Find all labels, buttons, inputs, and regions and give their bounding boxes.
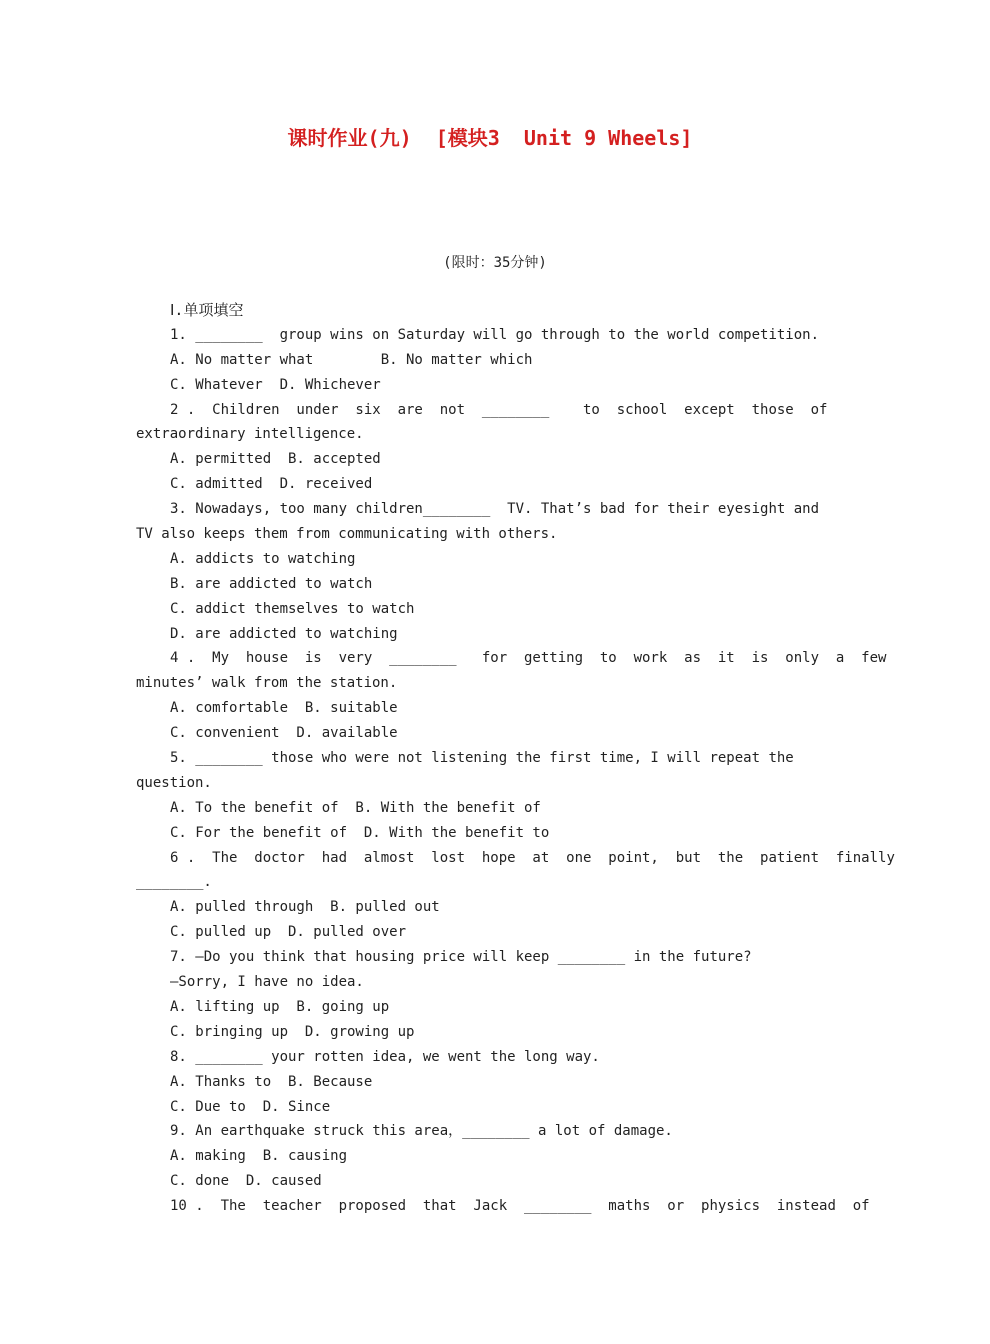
question-6-continued: ________. bbox=[136, 874, 212, 891]
question-3: 3. Nowadays, too many children________ TV. That’s bad for their eyesight and bbox=[170, 501, 820, 518]
question-7-reply: —Sorry, I have no idea. bbox=[170, 974, 364, 991]
question-2: 2 . Children under six are not ________ to school except those of bbox=[170, 401, 828, 418]
question-1-options-cd: C. Whatever D. Whichever bbox=[170, 376, 381, 393]
question-2-options-cd: C. admitted D. received bbox=[170, 476, 373, 493]
question-1: 1. ________ group wins on Saturday will go through to the world competition. bbox=[170, 326, 820, 343]
section-heading: Ⅰ.单项填空 bbox=[170, 301, 244, 319]
question-1-options-ab: A. No matter what B. No matter which bbox=[170, 351, 533, 368]
time-limit: (限时：35分钟) bbox=[443, 255, 547, 271]
question-7-options-ab: A. lifting up B. going up bbox=[170, 998, 390, 1015]
question-3-option-d: D. are addicted to watching bbox=[170, 625, 398, 642]
question-6: 6 . The doctor had almost lost hope at one point, but the patient finally bbox=[170, 849, 895, 866]
question-2-options-ab: A. permitted B. accepted bbox=[170, 451, 381, 468]
page-title: 课时作业(九) [模块3 Unit 9 Wheels] bbox=[287, 126, 693, 150]
question-3-option-b: B. are addicted to watch bbox=[170, 575, 373, 592]
question-5-options-ab: A. To the benefit of B. With the benefit of bbox=[170, 799, 541, 816]
question-7-options-cd: C. bringing up D. growing up bbox=[170, 1023, 415, 1040]
exercise-content bbox=[136, 298, 895, 1219]
question-9-options-cd: C. done D. caused bbox=[170, 1173, 322, 1190]
question-7: 7. —Do you think that housing price will keep ________ in the future? bbox=[170, 949, 752, 966]
question-4-continued: minutes’ walk from the station. bbox=[136, 675, 398, 692]
question-3-option-a: A. addicts to watching bbox=[170, 550, 356, 567]
question-3-option-c: C. addict themselves to watch bbox=[170, 600, 415, 617]
question-5: 5. ________ those who were not listening the first time, I will repeat the bbox=[170, 750, 794, 767]
question-3-continued: TV also keeps them from communicating with others. bbox=[136, 526, 558, 543]
question-6-options-ab: A. pulled through B. pulled out bbox=[170, 899, 440, 916]
question-9-options-ab: A. making B. causing bbox=[170, 1148, 348, 1165]
question-6-options-cd: C. pulled up D. pulled over bbox=[170, 924, 407, 941]
question-5-continued: question. bbox=[136, 774, 212, 791]
question-5-options-cd: C. For the benefit of D. With the benefit to bbox=[170, 824, 550, 841]
question-2-continued: extraordinary intelligence. bbox=[136, 426, 364, 443]
question-8-options-ab: A. Thanks to B. Because bbox=[170, 1073, 373, 1090]
question-8-options-cd: C. Due to D. Since bbox=[170, 1098, 331, 1115]
question-8: 8. ________ your rotten idea, we went the long way. bbox=[170, 1048, 600, 1065]
question-9: 9. An earthquake struck this area，________ a lot of damage. bbox=[170, 1123, 673, 1140]
question-4: 4 . My house is very ________ for getting to work as it is only a few bbox=[170, 650, 887, 667]
question-10: 10 . The teacher proposed that Jack ________ maths or physics instead of bbox=[170, 1198, 870, 1215]
question-4-options-cd: C. convenient D. available bbox=[170, 725, 398, 742]
question-4-options-ab: A. comfortable B. suitable bbox=[170, 700, 398, 717]
